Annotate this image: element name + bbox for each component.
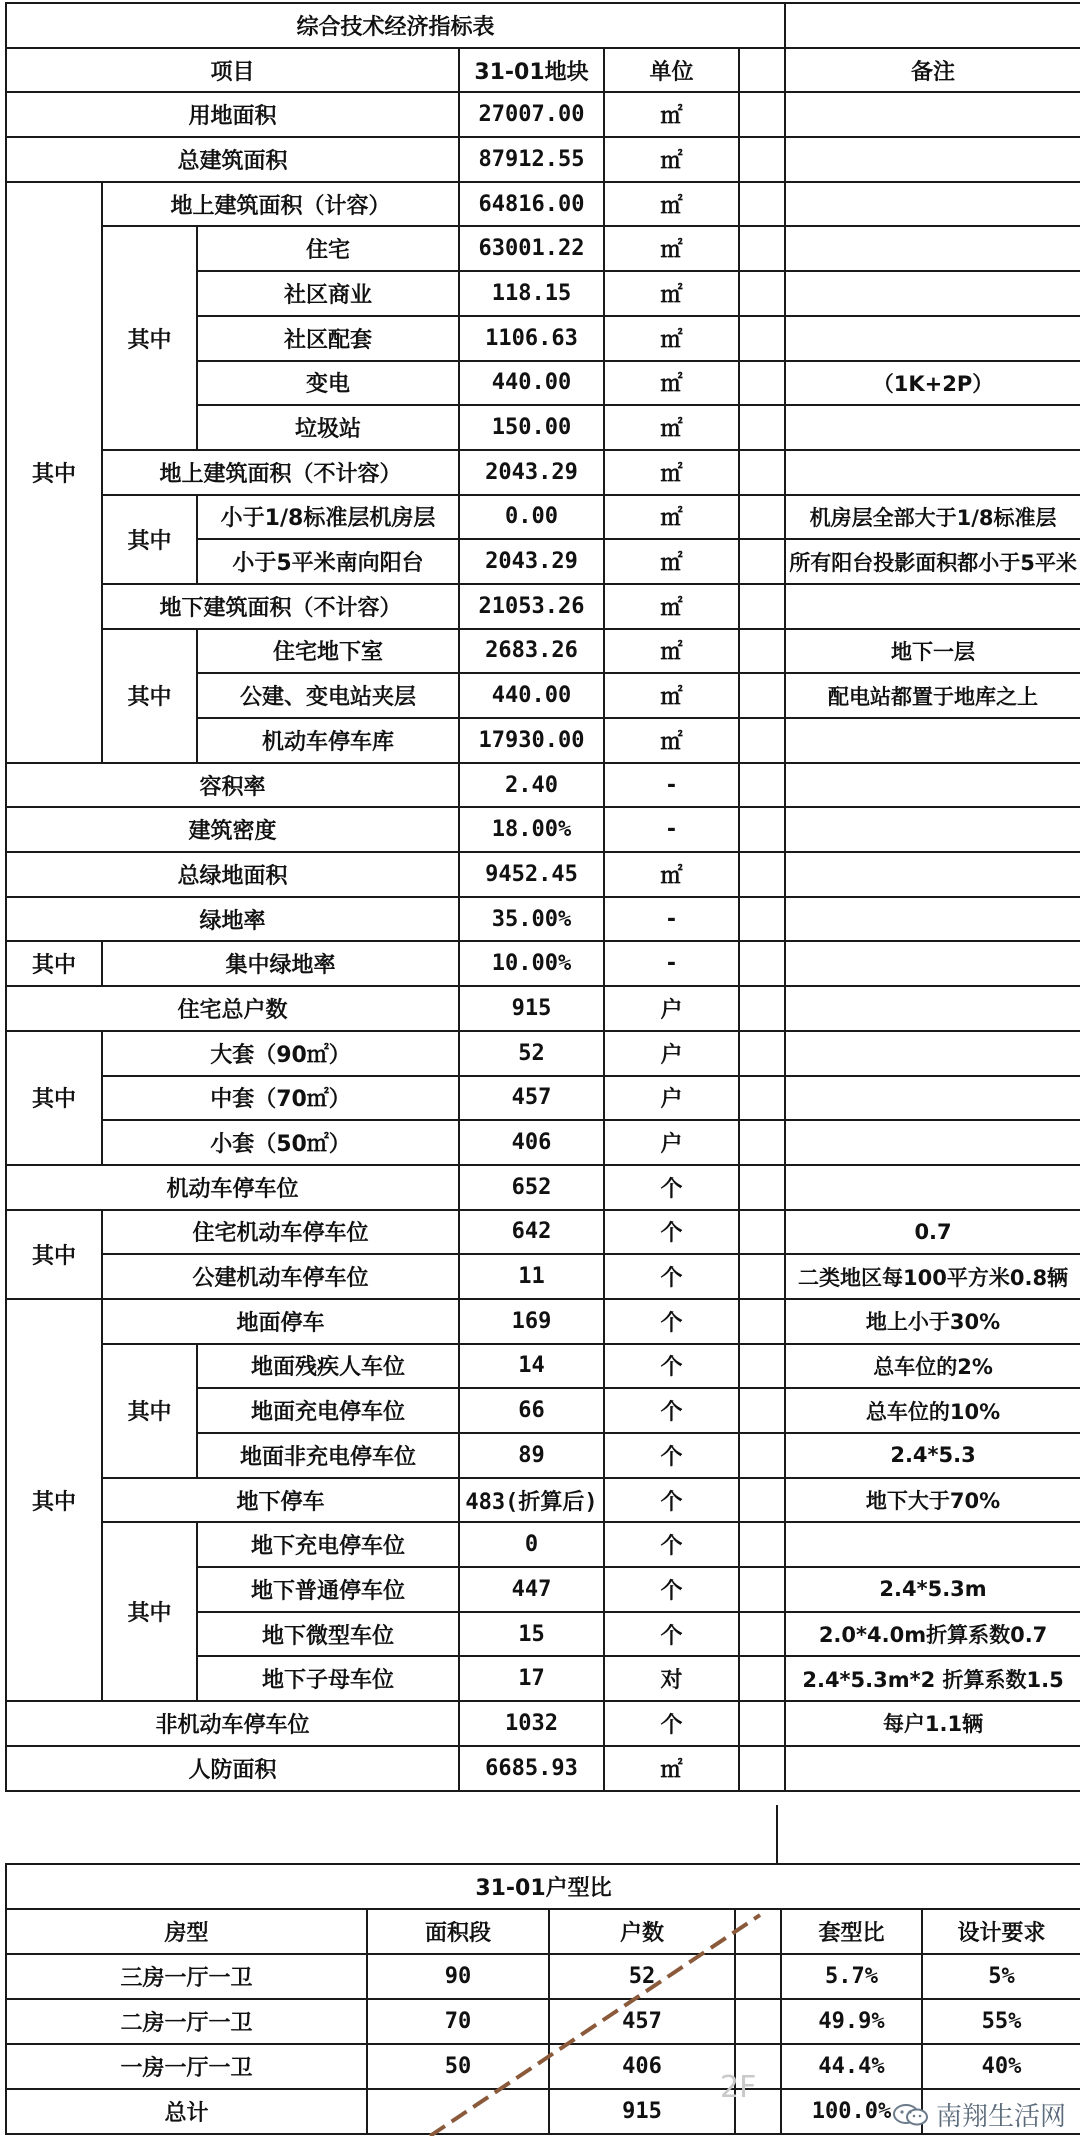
row-value: 15 xyxy=(459,1612,604,1657)
row-value: 10.00% xyxy=(459,941,604,986)
ratio-cell: 100.0% xyxy=(781,2089,922,2134)
row-unit: 个 xyxy=(604,1567,739,1612)
row-remark: 地上小于30% xyxy=(785,1299,1080,1344)
header-area: 面积段 xyxy=(367,1909,549,1954)
row-unit: 个 xyxy=(604,1388,739,1433)
req-cell: 55% xyxy=(922,1999,1080,2044)
row-unit: ㎡ xyxy=(604,361,739,406)
row-value: 2.40 xyxy=(459,763,604,808)
subgroup-label: 其中 xyxy=(102,226,197,449)
row-remark: 总车位的10% xyxy=(785,1388,1080,1433)
row-unit: ㎡ xyxy=(604,450,739,495)
row-value: 440.00 xyxy=(459,673,604,718)
row-remark: 总车位的2% xyxy=(785,1344,1080,1389)
count-cell: 52 xyxy=(549,1954,735,1999)
row-remark: 地下一层 xyxy=(785,629,1080,674)
area-cell: 70 xyxy=(367,1999,549,2044)
row-label: 地面停车 xyxy=(102,1299,459,1344)
type-cell: 总计 xyxy=(6,2089,367,2134)
row-label: 小套（50㎡） xyxy=(102,1120,459,1165)
row-label: 大套（90㎡） xyxy=(102,1031,459,1076)
group-label: 其中 xyxy=(6,941,102,986)
group-label: 其中 xyxy=(6,1031,102,1165)
row-label: 变电 xyxy=(197,361,459,406)
row-label: 人防面积 xyxy=(6,1746,459,1791)
row-label: 住宅地下室 xyxy=(197,629,459,674)
row-value: 440.00 xyxy=(459,361,604,406)
row-label: 中套（70㎡） xyxy=(102,1076,459,1121)
row-unit: ㎡ xyxy=(604,673,739,718)
row-label: 机动车停车位 xyxy=(6,1165,459,1210)
row-value: 89 xyxy=(459,1433,604,1478)
row-label: 地下充电停车位 xyxy=(197,1522,459,1567)
row-label: 社区配套 xyxy=(197,316,459,361)
row-label: 住宅 xyxy=(197,226,459,271)
row-label: 公建、变电站夹层 xyxy=(197,673,459,718)
row-label: 地面残疾人车位 xyxy=(197,1344,459,1389)
watermark xyxy=(892,2096,1066,2133)
row-label: 集中绿地率 xyxy=(102,941,459,986)
row-value: 652 xyxy=(459,1165,604,1210)
row-value: 27007.00 xyxy=(459,92,604,137)
row-value: 87912.55 xyxy=(459,137,604,182)
group-label: 其中 xyxy=(6,1299,102,1701)
row-value: 2043.29 xyxy=(459,450,604,495)
area-cell: 50 xyxy=(367,2044,549,2089)
row-unit: ㎡ xyxy=(604,1746,739,1791)
row-unit: ㎡ xyxy=(604,137,739,182)
header-item: 项目 xyxy=(6,48,459,93)
row-value: 150.00 xyxy=(459,405,604,450)
row-remark: 所有阳台投影面积都小于5平米 xyxy=(785,539,1080,584)
subgroup-label: 其中 xyxy=(102,1522,197,1701)
row-value: 17930.00 xyxy=(459,718,604,763)
row-label: 容积率 xyxy=(6,763,459,808)
row-remark: 二类地区每100平方米0.8辆 xyxy=(785,1254,1080,1299)
subgroup-label: 其中 xyxy=(102,495,197,584)
row-value: 169 xyxy=(459,1299,604,1344)
row-value: 483(折算后) xyxy=(459,1478,604,1523)
row-unit: 个 xyxy=(604,1433,739,1478)
row-unit: 对 xyxy=(604,1656,739,1701)
row-unit: 个 xyxy=(604,1254,739,1299)
area-cell: 90 xyxy=(367,1954,549,1999)
row-label: 地上建筑面积（不计容） xyxy=(102,450,459,495)
header-count: 户数 xyxy=(549,1909,735,1954)
wechat-icon xyxy=(892,2103,930,2127)
row-value: 915 xyxy=(459,986,604,1031)
row-value: 66 xyxy=(459,1388,604,1433)
row-label: 地下子母车位 xyxy=(197,1656,459,1701)
row-value: 11 xyxy=(459,1254,604,1299)
row-unit: 个 xyxy=(604,1612,739,1657)
row-remark: 2.4*5.3m xyxy=(785,1567,1080,1612)
row-unit: - xyxy=(604,941,739,986)
row-value: 52 xyxy=(459,1031,604,1076)
row-value: 1106.63 xyxy=(459,316,604,361)
row-label: 地下微型车位 xyxy=(197,1612,459,1657)
row-value: 2043.29 xyxy=(459,539,604,584)
ratio-cell: 5.7% xyxy=(781,1954,922,1999)
row-value: 17 xyxy=(459,1656,604,1701)
subgroup-label: 其中 xyxy=(102,1344,197,1478)
row-unit: 个 xyxy=(604,1478,739,1523)
row-unit: 个 xyxy=(604,1210,739,1255)
row-value: 64816.00 xyxy=(459,182,604,227)
row-value: 642 xyxy=(459,1210,604,1255)
row-label: 总建筑面积 xyxy=(6,137,459,182)
row-value: 9452.45 xyxy=(459,852,604,897)
row-remark: 2.4*5.3m*2 折算系数1.5 xyxy=(785,1656,1080,1701)
row-unit: ㎡ xyxy=(604,584,739,629)
ratio-cell: 49.9% xyxy=(781,1999,922,2044)
group-label: 其中 xyxy=(6,1210,102,1299)
row-remark: 0.7 xyxy=(785,1210,1080,1255)
row-label: 地面非充电停车位 xyxy=(197,1433,459,1478)
row-label: 小于5平米南向阳台 xyxy=(197,539,459,584)
row-remark: 地下大于70% xyxy=(785,1478,1080,1523)
row-unit: 户 xyxy=(604,986,739,1031)
row-label: 社区商业 xyxy=(197,271,459,316)
row-unit: ㎡ xyxy=(604,718,739,763)
row-unit: 个 xyxy=(604,1165,739,1210)
row-value: 0.00 xyxy=(459,495,604,540)
row-unit: 个 xyxy=(604,1522,739,1567)
row-unit: - xyxy=(604,807,739,852)
row-value: 18.00% xyxy=(459,807,604,852)
floor-watermark: 2F xyxy=(720,2070,757,2105)
row-label: 机动车停车库 xyxy=(197,718,459,763)
row-value: 6685.93 xyxy=(459,1746,604,1791)
row-unit: 个 xyxy=(604,1299,739,1344)
row-unit: ㎡ xyxy=(604,182,739,227)
group-label: 其中 xyxy=(6,182,102,763)
row-remark: 配电站都置于地库之上 xyxy=(785,673,1080,718)
row-label: 建筑密度 xyxy=(6,807,459,852)
row-unit: 户 xyxy=(604,1076,739,1121)
row-label: 公建机动车停车位 xyxy=(102,1254,459,1299)
row-unit: ㎡ xyxy=(604,271,739,316)
ratio-cell: 44.4% xyxy=(781,2044,922,2089)
row-unit: ㎡ xyxy=(604,495,739,540)
row-value: 21053.26 xyxy=(459,584,604,629)
row-unit: ㎡ xyxy=(604,539,739,584)
row-unit: ㎡ xyxy=(604,852,739,897)
row-label: 地面充电停车位 xyxy=(197,1388,459,1433)
row-label: 地下普通停车位 xyxy=(197,1567,459,1612)
row-label: 非机动车停车位 xyxy=(6,1701,459,1746)
row-label: 总绿地面积 xyxy=(6,852,459,897)
row-remark: 每户1.1辆 xyxy=(785,1701,1080,1746)
row-remark: 2.4*5.3 xyxy=(785,1433,1080,1478)
row-remark: （1K+2P） xyxy=(785,361,1080,406)
row-value: 14 xyxy=(459,1344,604,1389)
row-label: 地上建筑面积（计容） xyxy=(102,182,459,227)
watermark-text: 南翔生活网 xyxy=(935,2102,1066,2132)
type-cell: 二房一厅一卫 xyxy=(6,1999,367,2044)
count-cell: 915 xyxy=(549,2089,735,2134)
row-value: 447 xyxy=(459,1567,604,1612)
row-value: 457 xyxy=(459,1076,604,1121)
table-title: 综合技术经济指标表 xyxy=(6,3,785,48)
row-label: 地下建筑面积（不计容） xyxy=(102,584,459,629)
row-value: 63001.22 xyxy=(459,226,604,271)
header-remark: 备注 xyxy=(785,48,1080,93)
count-cell: 457 xyxy=(549,1999,735,2044)
row-unit: ㎡ xyxy=(604,405,739,450)
row-unit: ㎡ xyxy=(604,316,739,361)
row-unit: - xyxy=(604,763,739,808)
type-cell: 一房一厅一卫 xyxy=(6,2044,367,2089)
header-req: 设计要求 xyxy=(922,1909,1080,1954)
count-cell: 406 xyxy=(549,2044,735,2089)
req-cell: 40% xyxy=(922,2044,1080,2089)
header-ratio: 套型比 xyxy=(781,1909,922,1954)
row-value: 406 xyxy=(459,1120,604,1165)
row-label: 绿地率 xyxy=(6,897,459,942)
row-remark: 机房层全部大于1/8标准层 xyxy=(785,495,1080,540)
row-unit: ㎡ xyxy=(604,226,739,271)
row-value: 35.00% xyxy=(459,897,604,942)
row-label: 小于1/8标准层机房层 xyxy=(197,495,459,540)
row-value: 118.15 xyxy=(459,271,604,316)
header-type: 房型 xyxy=(6,1909,367,1954)
row-value: 2683.26 xyxy=(459,629,604,674)
header-unit: 单位 xyxy=(604,48,739,93)
row-value: 0 xyxy=(459,1522,604,1567)
row-unit: 个 xyxy=(604,1701,739,1746)
row-value: 1032 xyxy=(459,1701,604,1746)
ratio-table-title: 31-01户型比 xyxy=(6,1864,1080,1909)
row-label: 用地面积 xyxy=(6,92,459,137)
row-unit: ㎡ xyxy=(604,92,739,137)
row-remark: 2.0*4.0m折算系数0.7 xyxy=(785,1612,1080,1657)
row-unit: 户 xyxy=(604,1031,739,1076)
row-unit: 个 xyxy=(604,1344,739,1389)
diagonal-dash xyxy=(430,1915,760,2136)
row-unit: ㎡ xyxy=(604,629,739,674)
row-label: 地下停车 xyxy=(102,1478,459,1523)
row-unit: - xyxy=(604,897,739,942)
subgroup-label: 其中 xyxy=(102,629,197,763)
row-label: 住宅机动车停车位 xyxy=(102,1210,459,1255)
req-cell: 5% xyxy=(922,1954,1080,1999)
row-label: 住宅总户数 xyxy=(6,986,459,1031)
row-label: 垃圾站 xyxy=(197,405,459,450)
row-unit: 户 xyxy=(604,1120,739,1165)
header-plot: 31-01地块 xyxy=(459,48,604,93)
type-cell: 三房一厅一卫 xyxy=(6,1954,367,1999)
